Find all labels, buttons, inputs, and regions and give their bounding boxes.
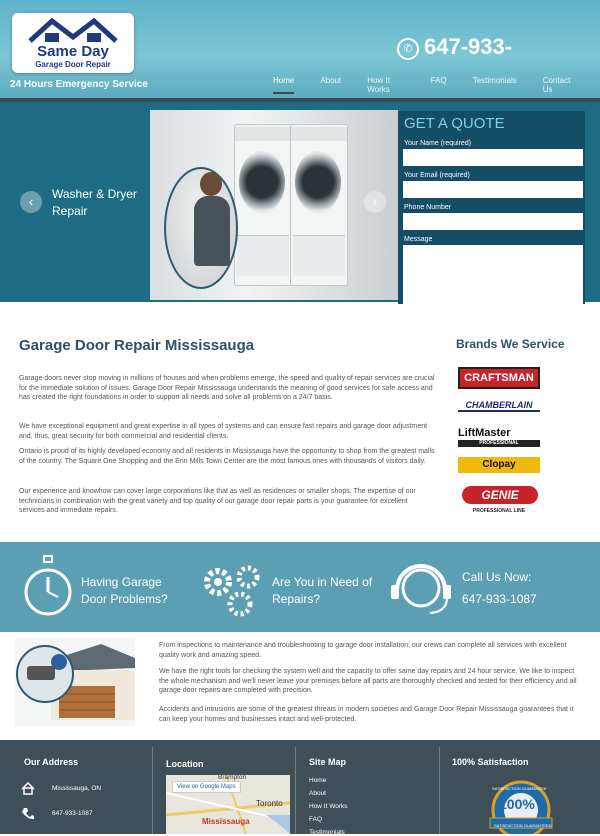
sitemap-testimonials[interactable]: Testimonials bbox=[309, 829, 345, 836]
main-paragraph-4: Our experience and knowhow can cover large corporations like that as well as residences or smaller shops. The expertise of our technicians in combination with the great variety and top quality of our garage door repair parts is your guarantee for excellent services and immediate repairs. bbox=[19, 488, 416, 514]
slider-prev-button[interactable]: ‹ bbox=[20, 191, 42, 213]
footer-divider bbox=[295, 747, 296, 834]
brand-craftsman: CRAFTSMAN bbox=[458, 367, 540, 389]
tagline: 24 Hours Emergency Service bbox=[10, 79, 148, 90]
seal-bottom-text: SATISFACTION GUARANTEED bbox=[494, 823, 552, 828]
message-label: Message bbox=[404, 236, 433, 243]
stopwatch-icon bbox=[24, 555, 72, 617]
lower-paragraph-2: We have the right tools for checking the system well and the capacity to offer same day repairs and 24 hour service. We like to inspect the whole mechanism and we'll never leave your premises before all parts are thoroughly checked and tested for their efficiency and all garage door repairs are completed with precision. bbox=[159, 668, 577, 694]
nav-contact-us[interactable]: Contact Us bbox=[542, 76, 571, 94]
nav-home[interactable]: Home bbox=[273, 76, 294, 96]
view-google-maps-button[interactable]: View on Google Maps bbox=[172, 781, 241, 793]
map-label-mississauga: Mississauga bbox=[202, 817, 250, 826]
location-map[interactable] bbox=[166, 775, 290, 834]
email-input[interactable] bbox=[403, 181, 583, 198]
lower-paragraph-3: Accidents and intrusions are some of the greatest threats in modern societies and Garage Door Repair Mississauga guarantees that it can keep your homes and businesses intact and well-protected. bbox=[159, 706, 574, 723]
page-title: Garage Door Repair Mississauga bbox=[19, 337, 255, 354]
band-call-label: Call Us Now: bbox=[462, 570, 532, 584]
phone-input[interactable] bbox=[403, 213, 583, 230]
brand-clopay: Clopay bbox=[458, 457, 540, 473]
phone-label: Phone Number bbox=[404, 204, 452, 211]
map-label-toronto: Toronto bbox=[256, 799, 283, 808]
site-logo[interactable] bbox=[12, 13, 134, 73]
band-text-repairs: Are You in Need of Repairs? bbox=[272, 575, 373, 606]
main-paragraph-2: We have exceptional equipment and great expertise in all types of systems and can ensure fast repairs and garage door adjustment and, thus, great security for both commercial and residential clients. bbox=[19, 423, 428, 440]
sitemap-how-it-works[interactable]: How It Works bbox=[309, 803, 348, 810]
house-roof-icon bbox=[12, 13, 134, 45]
home-icon bbox=[21, 782, 35, 795]
nav-testimonials[interactable]: Testimonials bbox=[472, 76, 517, 85]
email-label: Your Email (required) bbox=[404, 172, 470, 179]
dryer-image bbox=[290, 124, 348, 286]
nav-how-it-works[interactable]: How It Works bbox=[367, 76, 390, 94]
brand-liftmaster: LiftMaster bbox=[458, 427, 511, 439]
brand-liftmaster-tag: PROFESSIONAL bbox=[458, 440, 540, 447]
footer-divider bbox=[439, 747, 440, 834]
name-label: Your Name (required) bbox=[404, 140, 472, 147]
nav-faq[interactable]: FAQ bbox=[430, 76, 447, 85]
sitemap-home[interactable]: Home bbox=[309, 777, 327, 784]
main-nav bbox=[273, 76, 600, 96]
brand-genie-tag: PROFESSIONAL LINE bbox=[472, 508, 526, 514]
seal-percentage: 100% bbox=[499, 796, 535, 812]
seal-top-text: SATISFACTION GUARANTEE bbox=[492, 786, 547, 791]
main-paragraph-1: Garage doors never stop moving in millions of houses and when problems emerge, the speed and quality of repair services are crucial for the immediate solution of issues. Garage Door Repair Mississauga understands the meaning of good services for safe access and has created the right foundations in order to support all needs and solve all problems on a 24/7 basis. bbox=[19, 375, 435, 401]
brands-title: Brands We Service bbox=[456, 337, 565, 351]
band-call-phone[interactable]: 647-933-1087 bbox=[462, 592, 537, 606]
map-label-brampton: Brampton bbox=[218, 775, 247, 781]
nav-about[interactable]: About bbox=[320, 76, 342, 85]
phone-icon bbox=[21, 807, 35, 821]
message-input[interactable] bbox=[403, 245, 583, 308]
header-phone[interactable]: 647-933- bbox=[424, 34, 513, 59]
footer-phone[interactable]: 647-933-1087 bbox=[52, 810, 93, 817]
band-text-problems: Having Garage Door Problems? bbox=[81, 575, 168, 606]
footer-location-title: Location bbox=[166, 759, 204, 769]
name-input[interactable] bbox=[403, 149, 583, 166]
headset-support-icon bbox=[388, 558, 454, 618]
sitemap-faq[interactable]: FAQ bbox=[309, 816, 323, 823]
lower-paragraph-1: From inspections to maintenance and troubleshooting to garage door installation, our crews can complete all services with excellent quality work and amazing speed. bbox=[159, 642, 567, 659]
footer-address: Mississauga, ON bbox=[52, 785, 102, 792]
footer-divider bbox=[152, 747, 153, 834]
phone-icon: ✆ bbox=[397, 38, 419, 60]
footer-satisfaction-title: 100% Satisfaction bbox=[452, 757, 529, 767]
technician-head bbox=[200, 172, 222, 196]
technician-body bbox=[194, 196, 230, 266]
slider-next-button[interactable]: › bbox=[364, 191, 386, 213]
brand-genie: GENIE bbox=[462, 486, 538, 504]
main-paragraph-3: Ontario is proud of its highly developed economy and all residents in Mississauga have the opportunity to shop from the greatest malls of the country. The Square One Shopping and the Erin Mills Town Center are the most famous ones with thousands of visitors daily. bbox=[19, 448, 435, 465]
footer-address-title: Our Address bbox=[24, 757, 79, 767]
logo-subtitle: Garage Door Repair bbox=[35, 60, 111, 69]
quote-title: GET A QUOTE bbox=[404, 115, 505, 132]
washer-image bbox=[234, 124, 292, 286]
garage-house-image bbox=[15, 638, 135, 726]
brand-chamberlain: CHAMBERLAIN bbox=[458, 400, 540, 412]
gears-icon bbox=[198, 560, 266, 618]
logo-title: Same Day bbox=[37, 43, 109, 60]
sitemap-about[interactable]: About bbox=[309, 790, 326, 797]
footer-sitemap-title: Site Map bbox=[309, 757, 347, 767]
quote-form bbox=[398, 111, 585, 304]
hero-caption: Washer & Dryer Repair bbox=[52, 187, 137, 218]
